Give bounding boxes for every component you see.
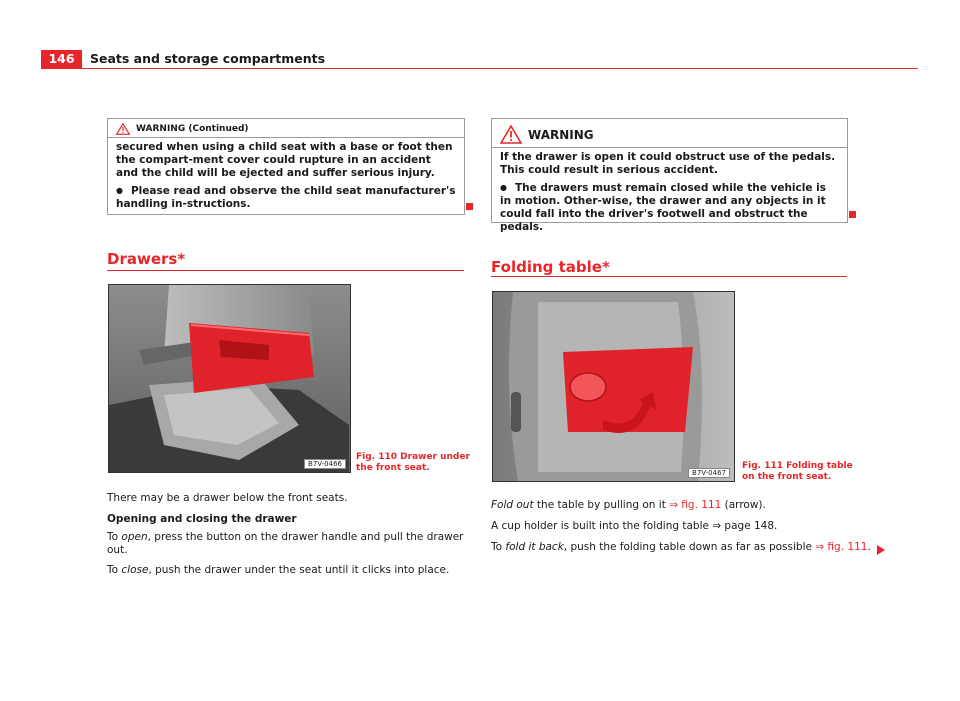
subheading: Opening and closing the drawer bbox=[107, 513, 297, 525]
folding-table-illustration bbox=[493, 292, 734, 481]
figure-link[interactable]: ⇒ fig. 111 bbox=[669, 499, 722, 511]
figure-caption bbox=[742, 461, 853, 483]
warning-divider bbox=[492, 147, 847, 148]
header-rule bbox=[41, 68, 918, 69]
emphasis: Fold out bbox=[491, 499, 534, 511]
text: (arrow). bbox=[721, 499, 766, 511]
section-end-mark bbox=[849, 211, 856, 218]
section-rule bbox=[107, 270, 464, 271]
warning-triangle-icon bbox=[500, 125, 522, 144]
emphasis: open bbox=[121, 531, 148, 543]
caption-line: on the front seat. bbox=[742, 472, 832, 482]
figure-folding-table bbox=[492, 291, 735, 482]
section-end-mark bbox=[466, 203, 473, 210]
text: the table by pulling on it bbox=[533, 499, 670, 511]
warning-body bbox=[500, 151, 839, 238]
paragraph bbox=[491, 499, 871, 512]
warning-bullet: ● The drawers must remain closed while the vehicle is in motion. Other-wise, the drawer and any objects in it could fall into the driver's footwell and obstruct the pedals. bbox=[500, 181, 839, 234]
caption-line: Fig. 110 Drawer under bbox=[356, 452, 470, 462]
text: To bbox=[107, 531, 122, 543]
figure-tag: B7V-0467 bbox=[688, 468, 730, 478]
paragraph bbox=[107, 564, 467, 577]
warning-heading: WARNING bbox=[528, 127, 594, 142]
warning-bullet: ● Please read and observe the child seat manufacturer's handling in-structions. bbox=[116, 184, 456, 211]
warning-paragraph: If the drawer is open it could obstruct use of the pedals. This could result in serious accident. bbox=[500, 151, 836, 176]
caption-line: Fig. 111 Folding table bbox=[742, 461, 853, 471]
text: . bbox=[867, 541, 871, 553]
section-title-folding-table: Folding table* bbox=[491, 258, 610, 276]
figure-drawer bbox=[108, 284, 351, 473]
figure-tag: B7V-0466 bbox=[304, 459, 346, 469]
paragraph: A cup holder is built into the folding table ⇒ page 148. bbox=[491, 520, 778, 532]
warning-divider bbox=[108, 137, 464, 138]
emphasis: fold it back bbox=[505, 541, 564, 553]
drawers-body bbox=[107, 492, 467, 577]
paragraph: There may be a drawer below the front seats. bbox=[107, 492, 348, 504]
paragraph bbox=[107, 531, 467, 557]
warning-box-continued bbox=[107, 118, 465, 215]
text: To bbox=[491, 541, 506, 553]
warning-header bbox=[500, 125, 594, 144]
page-number: 146 bbox=[41, 50, 82, 68]
folding-table-body bbox=[491, 499, 871, 554]
figure-caption bbox=[356, 452, 470, 474]
warning-heading: WARNING (Continued) bbox=[136, 124, 249, 134]
figure-link[interactable]: ⇒ fig. 111 bbox=[815, 541, 868, 553]
page-title: Seats and storage compartments bbox=[90, 51, 326, 66]
section-rule bbox=[491, 276, 847, 277]
caption-line: the front seat. bbox=[356, 463, 430, 473]
text: To bbox=[107, 564, 122, 576]
section-title-drawers: Drawers* bbox=[107, 250, 186, 268]
text: , push the folding table down as far as possible bbox=[563, 541, 816, 553]
warning-paragraph: secured when using a child seat with a base or foot then the compart-ment cover could rupture in an accident and the child will be ejected and suffer serious injury. bbox=[116, 141, 453, 179]
warning-triangle-icon bbox=[116, 123, 130, 135]
warning-body bbox=[116, 141, 456, 215]
drawer-illustration bbox=[109, 285, 350, 472]
warning-box bbox=[491, 118, 848, 233]
warning-header bbox=[116, 123, 249, 135]
text: , push the drawer under the seat until it clicks into place. bbox=[148, 564, 450, 576]
emphasis: close bbox=[121, 564, 149, 576]
paragraph bbox=[491, 541, 871, 554]
continue-arrow-icon bbox=[877, 545, 885, 555]
text: , press the button on the drawer handle and pull the drawer out. bbox=[107, 531, 464, 556]
